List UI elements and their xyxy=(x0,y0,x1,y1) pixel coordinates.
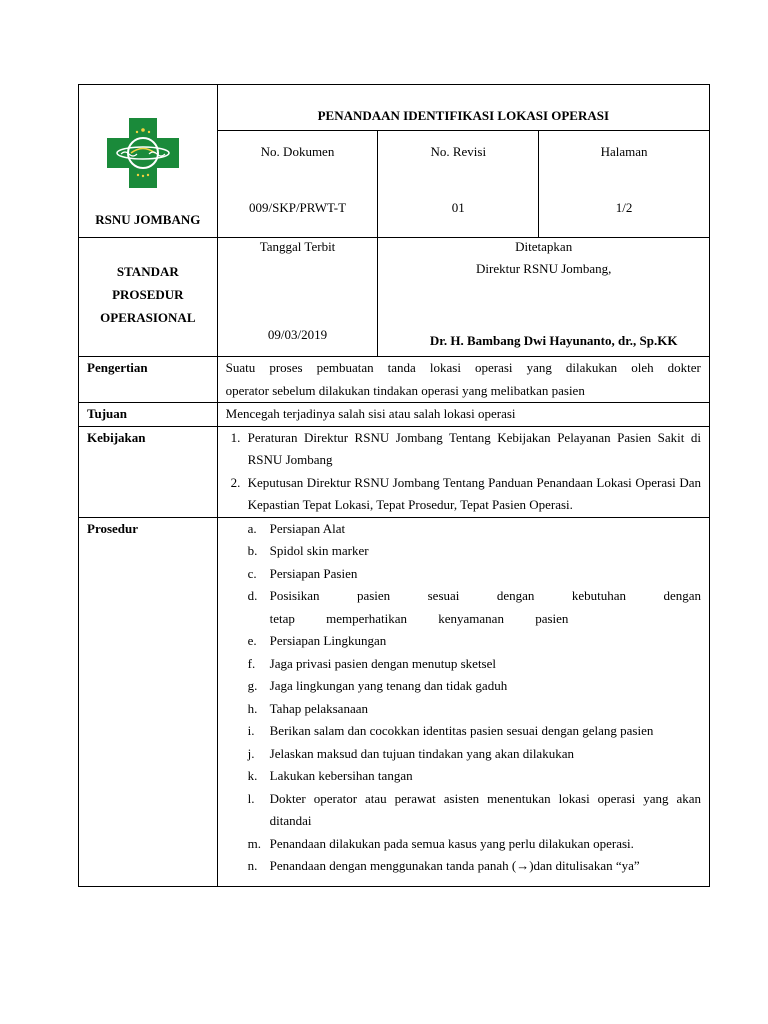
prosedur-item: j. Jelaskan maksud dan tujuan tindakan yang akan dilakukan xyxy=(250,743,701,766)
prosedur-marker: b. xyxy=(247,543,258,558)
prosedur-marker: k. xyxy=(247,768,258,783)
prosedur-item: l. Dokter operator atau perawat asisten menentukan lokasi operasi yang akan ditandai xyxy=(250,788,701,833)
pengertian-line-2: operator sebelum dilakukan tindakan operasi yang melibatkan pasien xyxy=(225,382,585,398)
halaman-label: Halaman xyxy=(600,144,648,159)
no-dokumen-cell xyxy=(217,131,378,238)
pengertian-line-1 xyxy=(226,357,701,380)
tujuan-text: Mencegah terjadinya salah sisi atau salah lokasi operasi xyxy=(225,406,516,421)
ditetapkan-cell xyxy=(378,238,710,357)
tujuan-label: Tujuan xyxy=(79,403,218,427)
tanggal-terbit-value: 09/03/2019 xyxy=(267,327,328,342)
kebijakan-list xyxy=(218,427,709,517)
prosedur-marker: h. xyxy=(247,700,258,716)
prosedur-item: e. Persiapan Lingkungan xyxy=(250,630,701,653)
prosedur-marker: e. xyxy=(247,633,257,648)
halaman-value: 1/2 xyxy=(615,200,633,215)
prosedur-marker: c. xyxy=(247,565,257,581)
prosedur-cell xyxy=(217,517,709,886)
logo-cell xyxy=(79,85,218,238)
tujuan-cell xyxy=(217,403,709,427)
pengertian-word: pembuatan xyxy=(316,360,374,375)
pengertian-label: Pengertian xyxy=(79,357,218,403)
ditetapkan-label: Ditetapkan xyxy=(515,239,573,254)
no-dokumen-label: No. Dokumen xyxy=(260,144,335,159)
pengertian-word: oleh xyxy=(631,360,654,375)
arrow-icon: → xyxy=(516,858,530,873)
pengertian-word: yang xyxy=(526,360,552,375)
prosedur-marker: d. xyxy=(247,588,258,603)
prosedur-item: n. Penandaan dengan menggunakan tanda panah (→)dan ditulisakan “ya” xyxy=(250,855,701,878)
prosedur-item: i. Berikan salam dan cocokkan identitas pasien sesuai dengan gelang pasien xyxy=(250,720,701,743)
pengertian-word: dilakukan xyxy=(565,360,618,375)
director-title: Direktur RSNU Jombang, xyxy=(475,261,612,276)
sop-table xyxy=(78,84,710,887)
prosedur-marker: j. xyxy=(247,745,255,761)
tanggal-terbit-cell xyxy=(217,238,378,357)
kebijakan-cell xyxy=(217,426,709,517)
prosedur-item: m. Penandaan dilakukan pada semua kasus yang perlu dilakukan operasi. xyxy=(250,833,701,856)
prosedur-marker: a. xyxy=(247,520,257,536)
pengertian-word: Suatu xyxy=(225,360,256,375)
halaman-cell xyxy=(539,131,710,238)
pengertian-word: proses xyxy=(269,360,303,375)
spo-title-cell xyxy=(79,238,218,357)
prosedur-list xyxy=(218,518,709,878)
spo-line-2: PROSEDUR xyxy=(112,287,184,302)
no-revisi-label: No. Revisi xyxy=(430,144,487,159)
pengertian-text xyxy=(217,357,709,403)
no-revisi-value: 01 xyxy=(451,200,465,215)
pengertian-word: lokasi xyxy=(429,360,461,375)
prosedur-marker: l. xyxy=(247,790,255,806)
kebijakan-label: Kebijakan xyxy=(79,426,218,517)
prosedur-item: a. Persiapan Alat xyxy=(250,518,701,541)
prosedur-item: g. Jaga lingkungan yang tenang dan tidak gaduh xyxy=(250,675,701,698)
prosedur-marker: n. xyxy=(247,858,258,873)
pengertian-word: operasi xyxy=(474,360,513,375)
no-revisi-cell xyxy=(378,131,539,238)
hospital-name: RSNU JOMBANG xyxy=(95,212,201,227)
director-name: Dr. H. Bambang Dwi Hayunanto, dr., Sp.KK xyxy=(429,333,678,348)
document-title-cell xyxy=(217,85,709,131)
nu-logo-icon xyxy=(107,118,179,188)
sop-document xyxy=(78,84,710,887)
kebijakan-item: 2. Keputusan Direktur RSNU Jombang Tentang Panduan Penandaan Lokasi Operasi Dan Kepastian Tepat Lokasi, Tepat Prosedur, Tepat Pasien Operasi. xyxy=(244,472,701,517)
spo-line-3: OPERASIONAL xyxy=(100,310,196,325)
kebijakan-item: 1. Peraturan Direktur RSNU Jombang Tentang Kebijakan Pelayanan Pasien Sakit di RSNU Jombang xyxy=(244,427,701,472)
prosedur-item: b. Spidol skin marker xyxy=(250,540,701,563)
prosedur-label: Prosedur xyxy=(79,517,218,886)
tanggal-terbit-label: Tanggal Terbit xyxy=(259,239,336,254)
document-title: PENANDAAN IDENTIFIKASI LOKASI OPERASI xyxy=(317,108,610,123)
prosedur-marker: f. xyxy=(247,655,256,671)
prosedur-item: k. Lakukan kebersihan tangan xyxy=(250,765,701,788)
prosedur-item: d. Posisikan pasien sesuai dengan kebutuhan dengan tetap memperhatikan kenyamanan pasien xyxy=(250,585,701,630)
pengertian-word: tanda xyxy=(387,360,416,375)
no-dokumen-value: 009/SKP/PRWT-T xyxy=(248,200,347,215)
prosedur-marker: m. xyxy=(247,835,262,851)
prosedur-item: h. Tahap pelaksanaan xyxy=(250,698,701,721)
spo-line-1: STANDAR xyxy=(116,264,179,279)
prosedur-marker: g. xyxy=(247,678,258,693)
prosedur-marker: i. xyxy=(247,723,255,738)
pengertian-word: dokter xyxy=(667,360,701,375)
prosedur-item: c. Persiapan Pasien xyxy=(250,563,701,586)
prosedur-item: f. Jaga privasi pasien dengan menutup sketsel xyxy=(250,653,701,676)
